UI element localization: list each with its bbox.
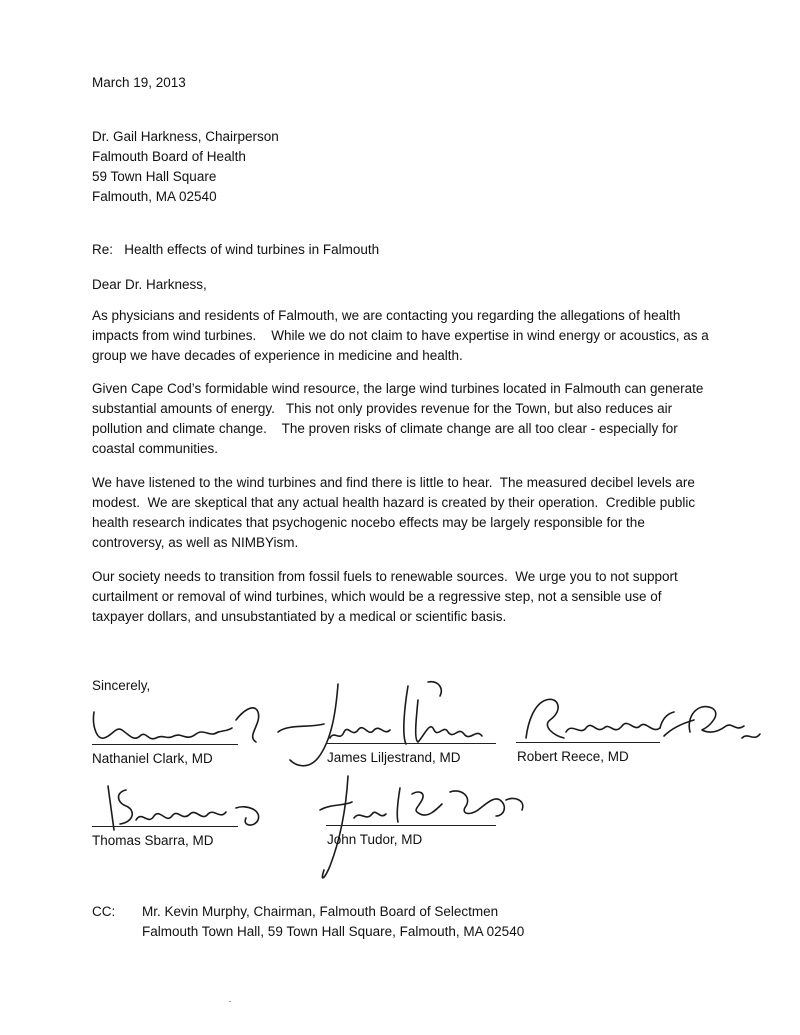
signature-tudor: [300, 770, 550, 890]
paragraph-line: As physicians and residents of Falmouth, we are contacting you regarding the allegations of health: [92, 308, 681, 323]
paragraph-line: modest. We are skeptical that any actual health hazard is created by their operation. Credible public: [92, 495, 696, 510]
signature-line: [516, 742, 660, 743]
paragraph-line: Our society needs to transition from fossil fuels to renewable sources. We urge you to not support: [92, 569, 678, 584]
signature-line: [326, 743, 496, 744]
signature-line: [92, 826, 238, 827]
paragraph-line: pollution and climate change. The proven risks of climate change are all too clear - especially for: [92, 421, 678, 436]
signature-sbarra: [86, 780, 276, 840]
body-paragraph: [92, 379, 712, 459]
recipient-org: Falmouth Board of Health: [92, 149, 246, 164]
paragraph-line: taxpayer dollars, and unsubstantiated by a medical or scientific basis.: [92, 609, 507, 624]
paragraph-line: substantial amounts of energy. This not only provides revenue for the Town, but also reduces air: [92, 401, 673, 416]
signature-line: [326, 825, 496, 826]
recipient-street: 59 Town Hall Square: [92, 169, 217, 184]
cc-line: Falmouth Town Hall, 59 Town Hall Square, Falmouth, MA 02540: [142, 924, 525, 939]
cc-line: Mr. Kevin Murphy, Chairman, Falmouth Board of Selectmen: [142, 904, 499, 919]
cc-label: CC:: [92, 904, 116, 919]
body-paragraph: [92, 473, 712, 553]
body-paragraph: [92, 306, 712, 366]
paragraph-line: curtailment or removal of wind turbines, which would be a regressive step, not a sensible use of: [92, 589, 662, 604]
signatory-name: Nathaniel Clark, MD: [92, 751, 213, 766]
signatory-name: Robert Reece, MD: [517, 749, 629, 764]
recipient-city: Falmouth, MA 02540: [92, 189, 217, 204]
recipient-name: Dr. Gail Harkness, Chairperson: [92, 129, 279, 144]
scan-speck: [229, 1001, 231, 1002]
signature-line: [92, 744, 238, 745]
closing: Sincerely,: [92, 678, 151, 693]
paragraph-line: controversy, as well as NIMBYism.: [92, 535, 299, 550]
paragraph-line: health research indicates that psychogenic nocebo effects may be largely responsible for the: [92, 515, 645, 530]
signatory-name: Thomas Sbarra, MD: [92, 833, 214, 848]
paragraph-line: coastal communities.: [92, 441, 219, 456]
letter-date: March 19, 2013: [92, 75, 186, 90]
subject-line: Re: Health effects of wind turbines in Falmouth: [92, 242, 380, 257]
salutation: Dear Dr. Harkness,: [92, 277, 207, 292]
body-paragraph: [92, 567, 712, 627]
signatory-name: James Liljestrand, MD: [327, 750, 461, 765]
paragraph-line: impacts from wind turbines. While we do not claim to have expertise in wind energy or acoustics, as a: [92, 328, 709, 343]
signature-clark: [86, 690, 276, 750]
signatory-name: John Tudor, MD: [327, 832, 423, 847]
paragraph-line: Given Cape Cod’s formidable wind resource, the large wind turbines located in Falmouth can generate: [92, 381, 704, 396]
cc-recipients: [142, 902, 524, 942]
paragraph-line: We have listened to the wind turbines and find there is little to hear. The measured decibel levels are: [92, 475, 695, 490]
paragraph-line: group we have decades of experience in medicine and health.: [92, 348, 463, 363]
